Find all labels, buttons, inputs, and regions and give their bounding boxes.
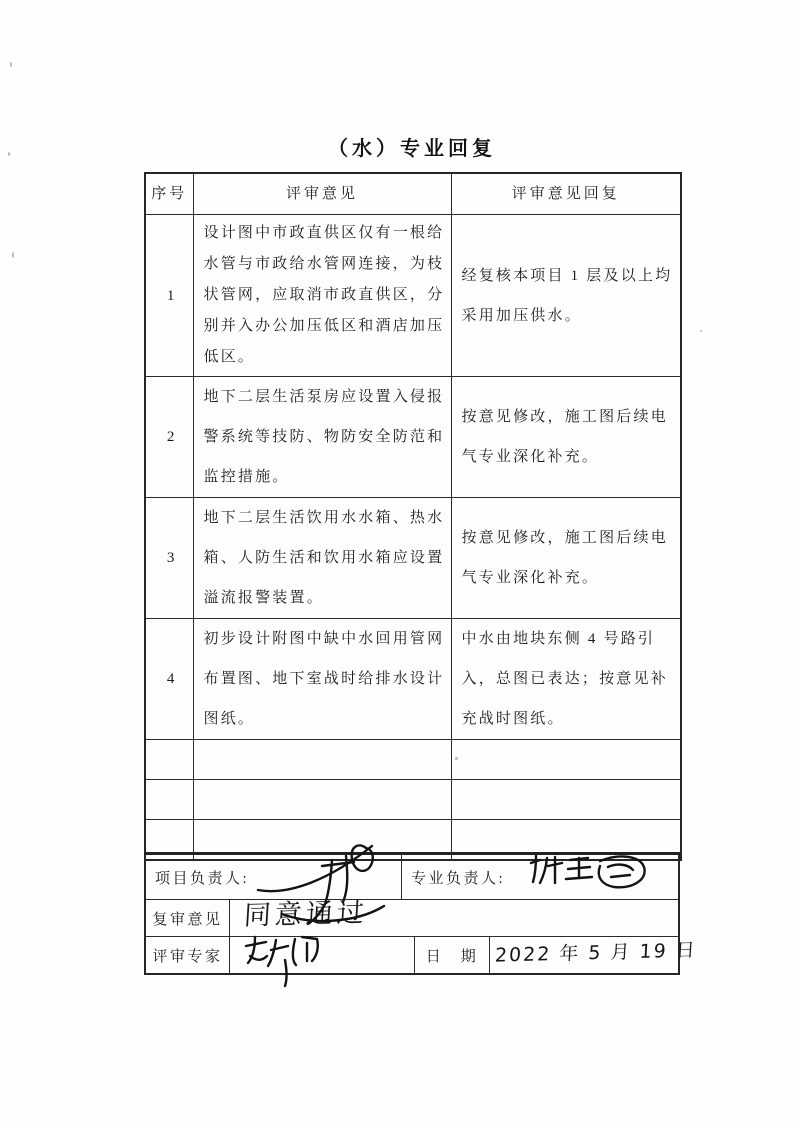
row-number-cell	[145, 740, 193, 780]
row-number-cell: 1	[145, 215, 193, 377]
empty-row	[145, 740, 681, 780]
header-row	[145, 173, 681, 215]
expert-label-cell	[146, 937, 230, 973]
comment-cell	[193, 740, 451, 780]
review-table	[144, 172, 682, 861]
expert-label: 评审专家	[152, 948, 223, 965]
review-opinion-handwriting: 同意通过	[242, 897, 369, 932]
table-row	[145, 619, 681, 740]
page-title: （水）专业回复	[328, 138, 496, 160]
comment-cell: 地下二层生活泵房应设置入侵报警系统等技防、物防安全防范和监控措施。	[193, 377, 451, 498]
date-handwriting: 2022 年 5 月 19 日	[494, 939, 698, 967]
comment-cell: 初步设计附图中缺中水回用管网布置图、地下室战时给排水设计图纸。	[193, 619, 451, 740]
column-header-reply: 评审意见回复	[451, 173, 681, 215]
reply-cell: 中水由地块东侧 4 号路引入，总图已表达；按意见补充战时图纸。	[451, 619, 681, 740]
row-number-cell: 4	[145, 619, 193, 740]
leaders-row	[146, 855, 678, 899]
date-label: 日 期	[425, 948, 479, 965]
reply-cell	[451, 780, 681, 820]
review-opinion-label-cell	[146, 900, 230, 936]
date-label-cell	[415, 937, 490, 973]
review-opinion-row	[146, 899, 678, 936]
row-number-cell: 3	[145, 498, 193, 619]
empty-row	[145, 780, 681, 820]
row-number-cell: 2	[145, 377, 193, 498]
expert-signature-cell	[230, 937, 415, 973]
project-leader-label: 项目负责人:	[155, 870, 250, 887]
scan-speck	[12, 252, 14, 258]
comment-cell	[193, 780, 451, 820]
specialty-leader-cell	[402, 855, 678, 899]
reply-cell	[451, 740, 681, 780]
reply-cell: 按意见修改，施工图后续电气专业深化补充。	[451, 498, 681, 619]
row-number-cell	[145, 780, 193, 820]
review-opinion-label: 复审意见	[152, 911, 223, 928]
reply-cell: 经复核本项目 1 层及以上均采用加压供水。	[451, 215, 681, 377]
comment-cell: 地下二层生活饮用水水箱、热水箱、人防生活和饮用水箱应设置溢流报警装置。	[193, 498, 451, 619]
scan-speck	[8, 152, 10, 156]
specialty-leader-label: 专业负责人:	[411, 870, 506, 887]
scan-speck	[455, 757, 458, 760]
table-row	[145, 377, 681, 498]
reply-cell: 按意见修改，施工图后续电气专业深化补充。	[451, 377, 681, 498]
table-row	[145, 215, 681, 377]
column-header-comment: 评审意见	[193, 173, 451, 215]
column-header-no: 序号	[145, 173, 193, 215]
comment-cell: 设计图中市政直供区仅有一根给水管与市政给水管网连接，为枝状管网，应取消市政直供区，分别并入办公加压低区和酒店加压低区。	[193, 215, 451, 377]
scan-speck	[700, 330, 702, 332]
scan-speck	[10, 62, 12, 67]
table-row	[145, 498, 681, 619]
